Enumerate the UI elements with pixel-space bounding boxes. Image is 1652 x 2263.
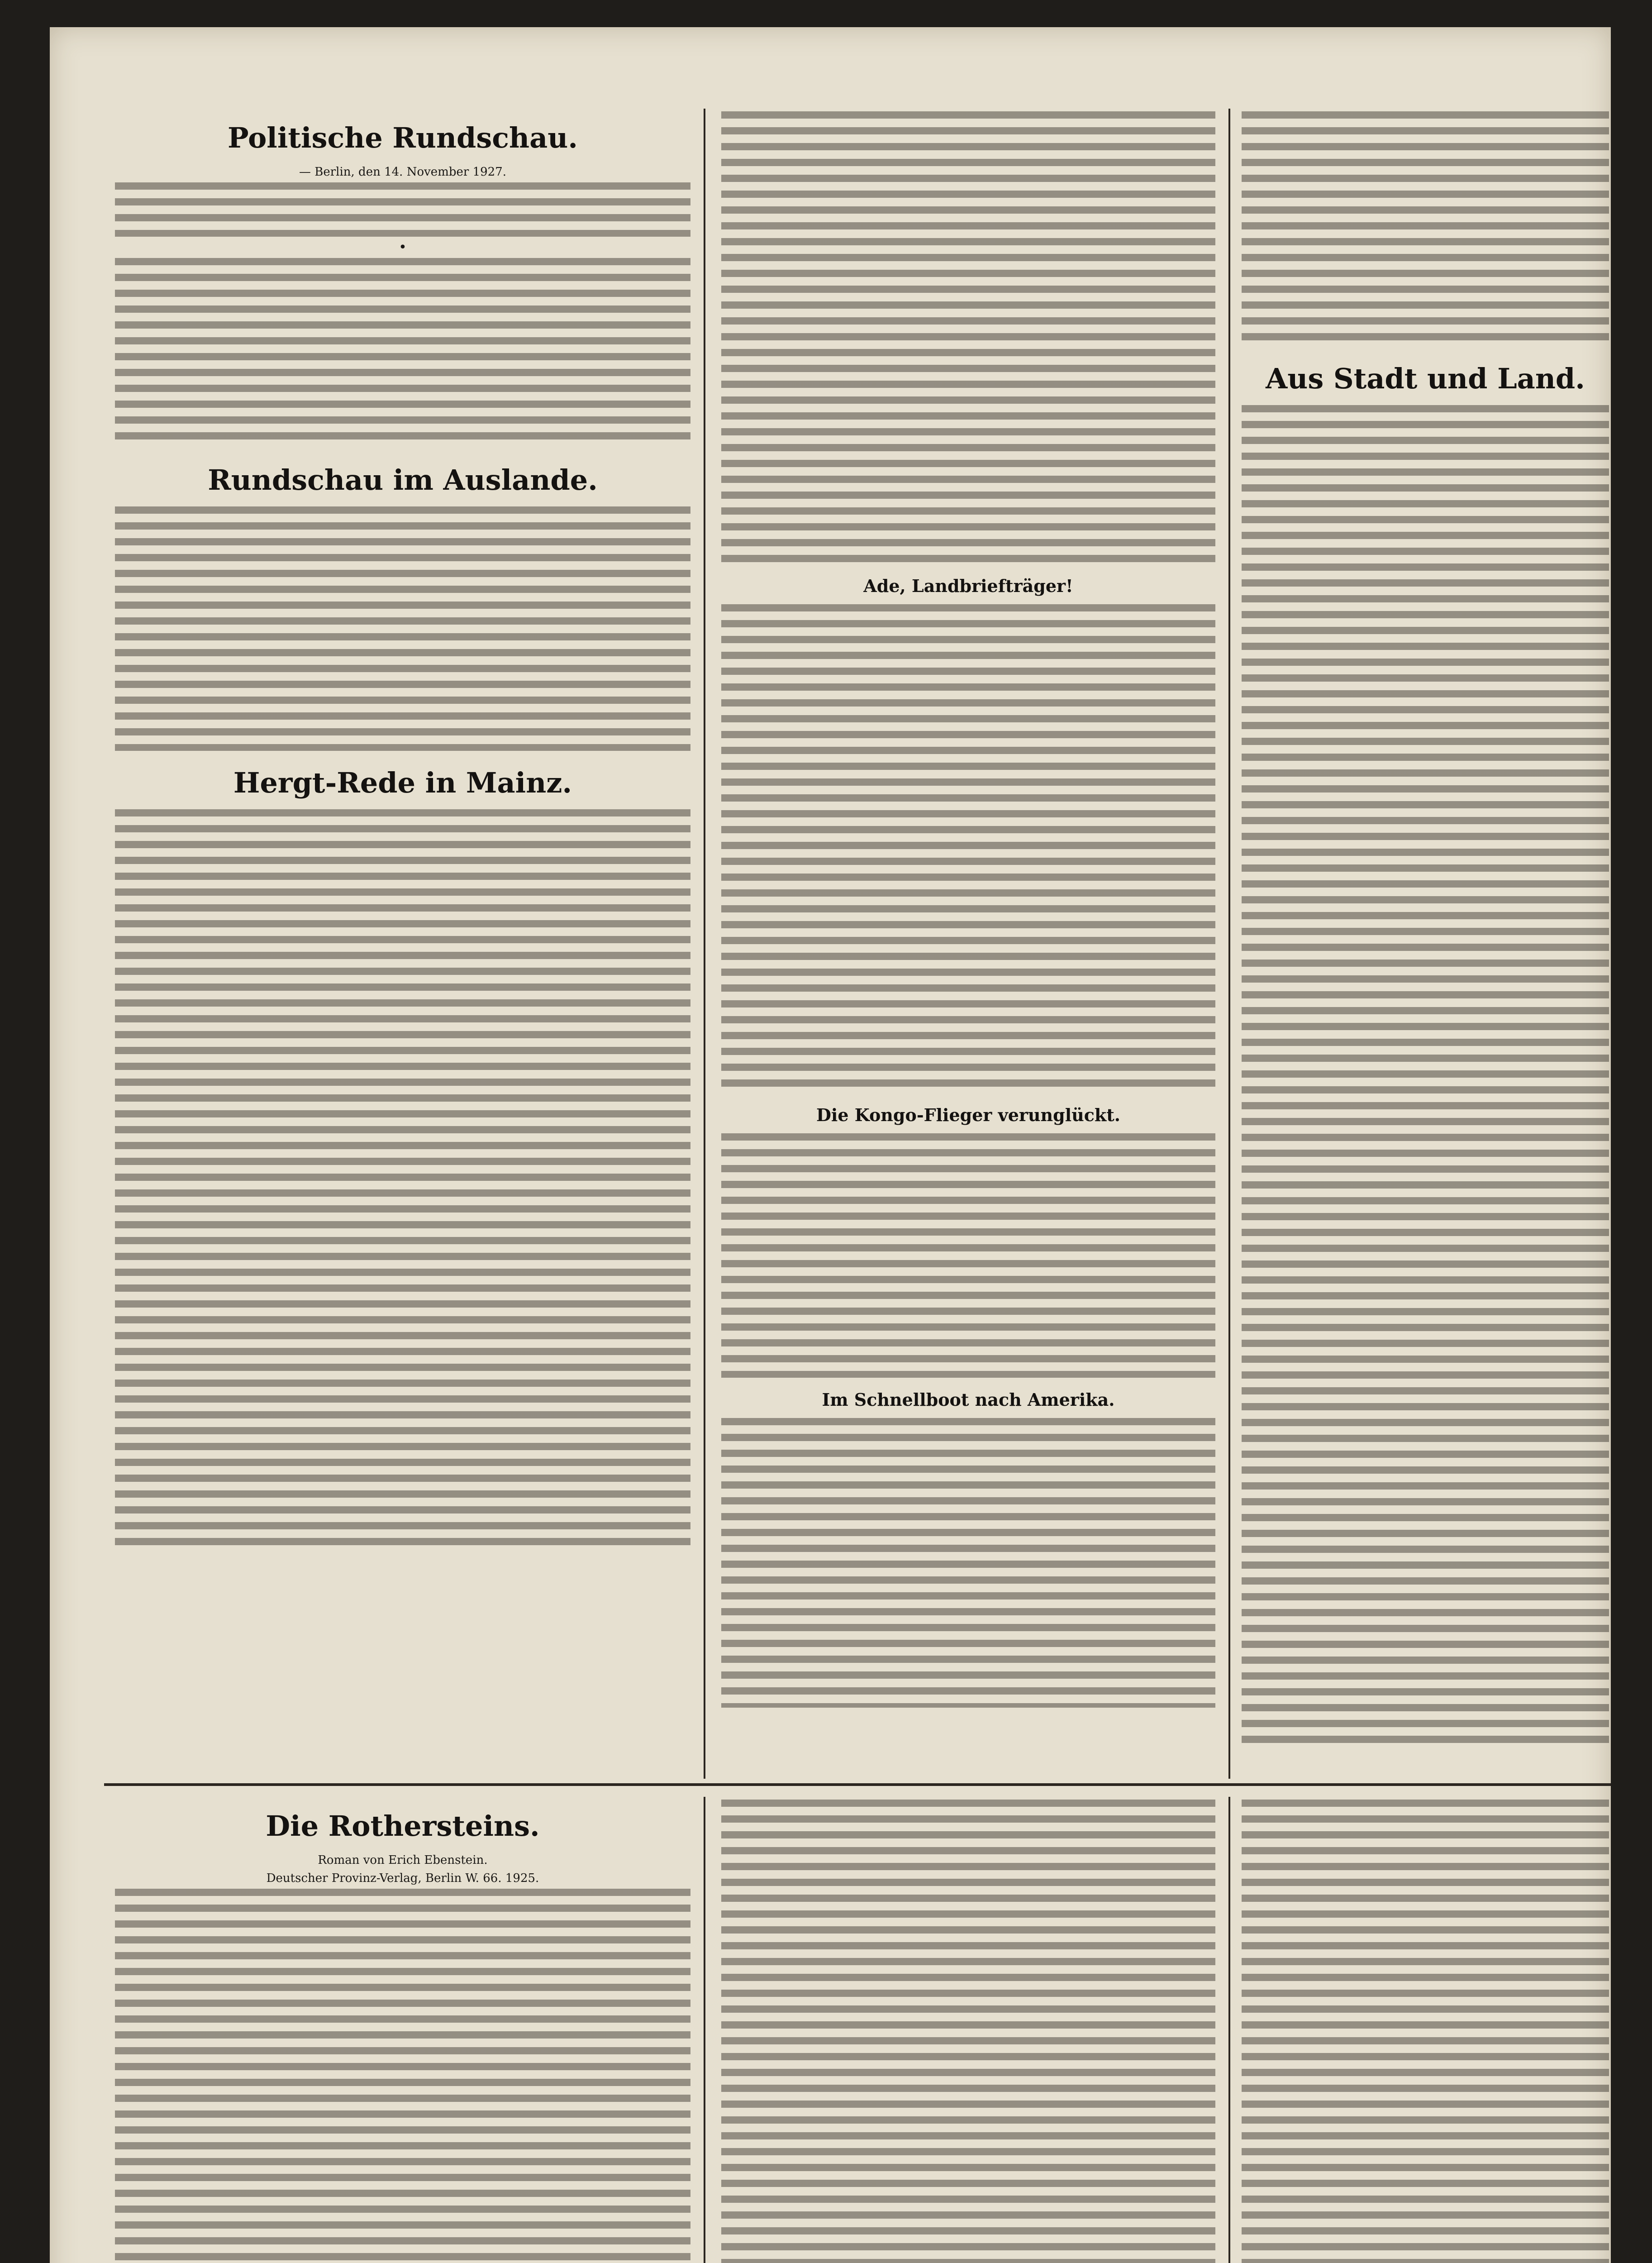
article-text — [1242, 405, 1609, 1745]
newspaper-page — [50, 27, 1611, 2263]
article-text — [115, 258, 690, 448]
column-divider — [1228, 109, 1230, 1779]
article-text — [721, 111, 1215, 564]
headline-politische-rundschau: Politische Rundschau. — [228, 121, 578, 154]
serial-byline: Roman von Erich Ebenstein. — [318, 1853, 488, 1867]
column-divider — [704, 109, 705, 1779]
article-text — [115, 809, 690, 1552]
headline-rundschau-im-auslande: Rundschau im Auslande. — [208, 463, 598, 497]
headline-kongo-flieger: Die Kongo-Flieger verunglückt. — [816, 1105, 1121, 1125]
article-text — [1242, 111, 1609, 347]
section-divider — [104, 1783, 1611, 1786]
serial-text — [721, 1800, 1215, 2263]
article-text — [721, 1418, 1215, 1708]
headline-hergt-rede-in-mainz: Hergt-Rede in Mainz. — [233, 766, 572, 799]
serial-column-3 — [1240, 1797, 1611, 2263]
column-2 — [719, 109, 1217, 1779]
column-3 — [1240, 109, 1611, 1779]
dateline: — Berlin, den 14. November 1927. — [299, 165, 507, 179]
serial-title: Die Rothersteins. — [266, 1809, 540, 1843]
serial-text — [115, 1889, 690, 2263]
serial-text — [1242, 1800, 1609, 2263]
headline-aus-stadt-und-land: Aus Stadt und Land. — [1266, 362, 1585, 395]
article-text — [721, 604, 1215, 1093]
serial-publisher: Deutscher Provinz-Verlag, Berlin W. 66. 1925. — [266, 1872, 539, 1885]
column-divider — [1228, 1797, 1230, 2263]
column-divider — [704, 1797, 705, 2263]
article-text — [115, 506, 690, 751]
serial-column-1 — [113, 1797, 692, 2263]
article-text — [115, 182, 690, 237]
column-1 — [113, 109, 692, 1779]
headline-ade-landbrieftraeger: Ade, Landbriefträger! — [863, 576, 1073, 596]
headline-schnellboot: Im Schnellboot nach Amerika. — [822, 1389, 1115, 1410]
separator-dot: • — [399, 239, 407, 255]
article-text — [721, 1133, 1215, 1378]
serial-column-2 — [719, 1797, 1217, 2263]
